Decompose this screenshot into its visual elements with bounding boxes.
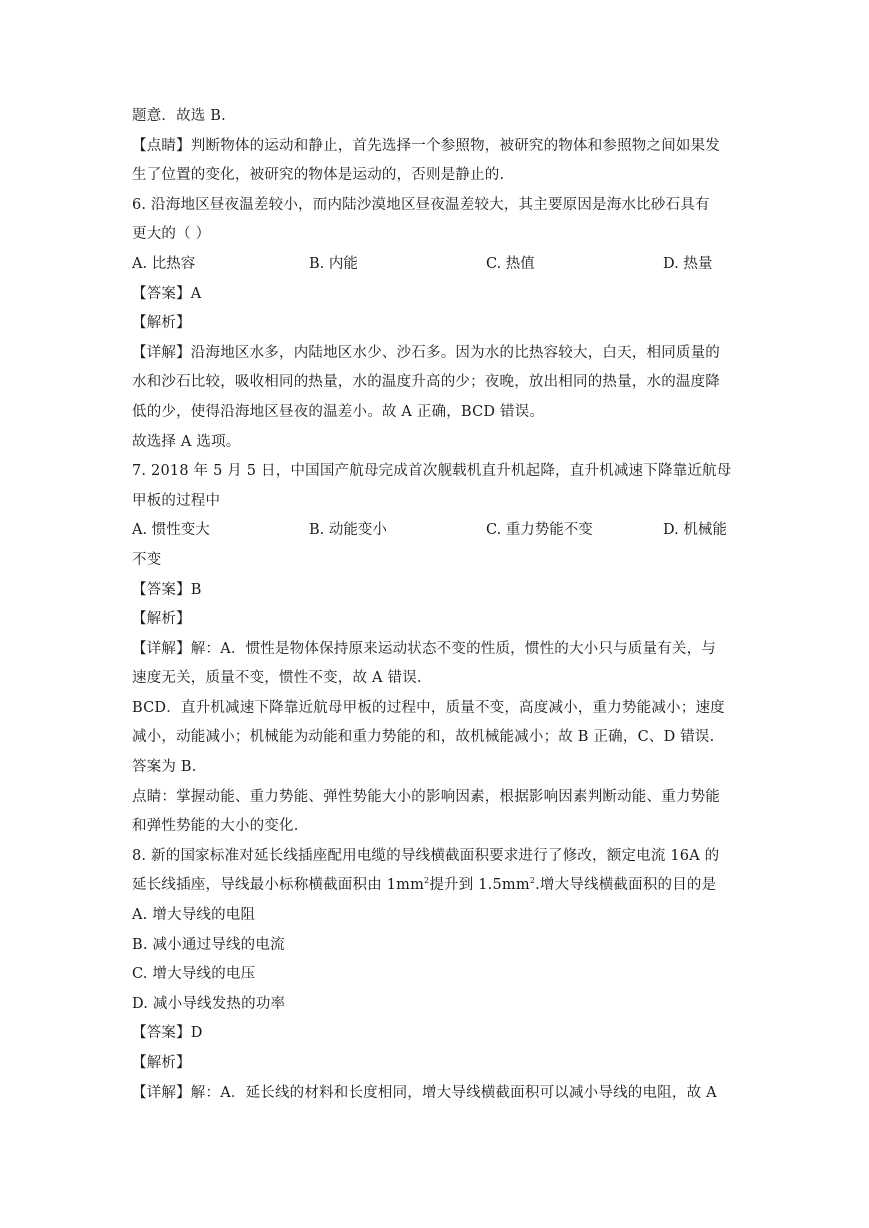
q8-option-c: C. 增大导线的电压 xyxy=(132,966,256,982)
text-line: 低的少，使得沿海地区昼夜的温差小。故 A 正确，BCD 错误。 xyxy=(132,404,545,420)
superscript: 2 xyxy=(424,876,430,886)
analysis-label: 【解析】 xyxy=(132,1055,191,1071)
q8-option-d: D. 减小导线发热的功率 xyxy=(132,996,286,1012)
text-line: 速度无关，质量不变，惯性不变，故 A 错误. xyxy=(132,670,422,686)
q6-option-a: A. 比热容 xyxy=(132,256,196,272)
text-fragment: .增大导线横截面积的目的是 xyxy=(535,877,717,893)
q7-option-d: D. 机械能 xyxy=(663,522,727,538)
q7-option-b: B. 动能变小 xyxy=(309,522,387,538)
text-line: 甲板的过程中 xyxy=(132,493,221,509)
text-line: 【详解】解：A．延长线的材料和长度相同，增大导线横截面积可以减小导线的电阻，故 A xyxy=(132,1085,717,1101)
q6-option-c: C. 热值 xyxy=(486,256,535,272)
text-line: 【点睛】判断物体的运动和静止，首先选择一个参照物，被研究的物体和参照物之间如果发 xyxy=(132,138,720,154)
q6-option-d: D. 热量 xyxy=(663,256,713,272)
text-line: 更大的（ ） xyxy=(132,226,211,242)
text-line: 答案为 B. xyxy=(132,759,197,775)
q6-option-b: B. 内能 xyxy=(309,256,358,272)
text-line: 不变 xyxy=(132,552,162,568)
text-line: 生了位置的变化，被研究的物体是运动的，否则是静止的. xyxy=(132,167,505,183)
answer-label: 【答案】A xyxy=(132,286,202,302)
text-line: BCD．直升机减速下降靠近航母甲板的过程中，质量不变，高度减小，重力势能减小；速度 xyxy=(132,700,725,716)
analysis-label: 【解析】 xyxy=(132,315,191,331)
question-8-stem: 8. 新的国家标准对延长线插座配用电缆的导线横截面积要求进行了修改，额定电流 16A 的 xyxy=(132,848,720,864)
text-line: 水和沙石比较，吸收相同的热量，水的温度升高的少；夜晚，放出相同的热量，水的温度降 xyxy=(132,374,720,390)
text-line: 点睛：掌握动能、重力势能、弹性势能大小的影响因素，根据影响因素判断动能、重力势能 xyxy=(132,789,720,805)
text-line: 【详解】解：A．惯性是物体保持原来运动状态不变的性质，惯性的大小只与质量有关，与 xyxy=(132,641,716,657)
q8-option-b: B. 减小通过导线的电流 xyxy=(132,937,285,953)
analysis-label: 【解析】 xyxy=(132,611,191,627)
text-fragment: 提升到 1.5mm xyxy=(429,877,530,893)
text-line xyxy=(132,875,716,895)
text-line: 【详解】沿海地区水多，内陆地区水少、沙石多。因为水的比热容较大，白天，相同质量的 xyxy=(132,345,720,361)
text-fragment: 延长线插座，导线最小标称横截面积由 1mm xyxy=(132,877,425,893)
answer-label: 【答案】B xyxy=(132,582,202,598)
question-6-stem: 6. 沿海地区昼夜温差较小，而内陆沙漠地区昼夜温差较大，其主要原因是海水比砂石具有 xyxy=(132,197,710,213)
q7-option-a: A. 惯性变大 xyxy=(132,522,210,538)
text-line: 减小，动能减小；机械能为动能和重力势能的和，故机械能减小；故 B 正确，C、D 错误. xyxy=(132,729,715,745)
text-line: 和弹性势能的大小的变化. xyxy=(132,818,299,834)
text-line: 故选择 A 选项。 xyxy=(132,434,241,450)
superscript: 2 xyxy=(529,876,536,886)
q7-option-c: C. 重力势能不变 xyxy=(486,522,593,538)
text-line: 题意．故选 B. xyxy=(132,108,226,124)
q8-option-a: A. 增大导线的电阻 xyxy=(132,907,256,923)
answer-label: 【答案】D xyxy=(132,1025,203,1041)
question-7-stem: 7. 2018 年 5 月 5 日，中国国产航母完成首次舰载机直升机起降，直升机减速下降靠近航母 xyxy=(132,463,732,479)
